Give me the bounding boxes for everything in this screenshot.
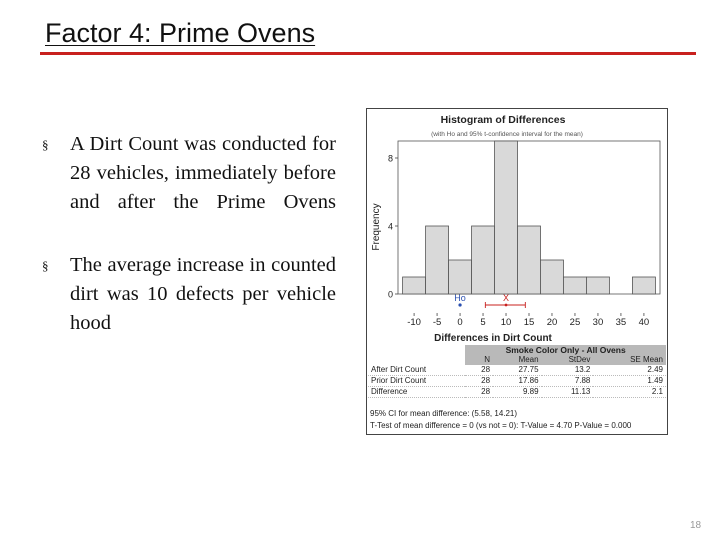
t-test-text: T-Test of mean difference = 0 (vs not = 0): T-Value = 4.70 P-Value = 0.000 [370,421,632,430]
x-tick-label: 10 [500,317,512,328]
stats-table-header: Smoke Color Only - All Ovens [465,345,666,355]
table-cell: 9.89 [493,387,542,398]
h0-marker [458,303,461,306]
bullet-item [42,130,336,217]
mean-marker [505,304,508,307]
x-tick-label: 25 [569,317,581,328]
histogram-bar [472,226,495,294]
histogram-chart [367,109,667,345]
bullet-text: The average increase in counted dirt was 10 defects per vehicle hood [70,254,336,334]
histogram-bar [540,260,563,294]
histogram-bar [426,226,449,294]
table-cell: 28 [465,365,493,376]
chart-subtitle: (with Ho and 95% t-confidence interval for the mean) [431,131,583,138]
stats-col-header: StDev [542,355,594,365]
stats-header-spacer [368,345,465,355]
h0-label: Ho [454,293,466,303]
bullet-list [42,130,336,372]
table-cell: 2.49 [593,365,666,376]
bullet-marker-icon: § [42,258,49,273]
confidence-interval-text: 95% CI for mean difference: (5.58, 14.21) [370,409,518,418]
table-row [368,376,666,387]
table-cell: After Dirt Count [368,365,465,376]
table-cell: 13.2 [542,365,594,376]
histogram-bar [449,260,472,294]
page-number: 18 [690,520,702,531]
table-row [368,387,666,398]
bullet-marker-icon: § [42,137,49,152]
table-cell: 7.88 [542,376,594,387]
table-cell: 1.49 [593,376,666,387]
mean-label: X [503,293,510,303]
y-tick-label: 0 [387,289,393,300]
table-cell: 28 [465,376,493,387]
x-tick-label: 20 [546,317,558,328]
histogram-bar [632,277,655,294]
x-axis-label: Differences in Dirt Count [434,333,552,344]
table-cell: Difference [368,387,465,398]
y-axis-label: Frequency [371,203,382,251]
bullet-text: A Dirt Count was conducted for 28 vehicles, immediately before and after the Prime Ovens [70,133,336,213]
table-cell: Prior Dirt Count [368,376,465,387]
histogram-bar [495,141,518,294]
x-tick-label: 40 [638,317,650,328]
chart-title: Histogram of Differences [440,114,566,126]
stats-col-header: N [465,355,493,365]
bullet-item [42,251,336,338]
stats-col-header: SE Mean [593,355,666,365]
x-tick-label: 5 [480,317,486,328]
histogram-bar [563,277,586,294]
x-tick-label: 30 [592,317,604,328]
table-cell: 11.13 [542,387,594,398]
table-cell: 28 [465,387,493,398]
x-tick-label: 35 [615,317,627,328]
y-tick-label: 8 [387,153,393,164]
x-tick-label: 15 [523,317,535,328]
slide-title: Factor 4: Prime Ovens [45,18,316,48]
stats-col-header [368,355,465,365]
x-tick-label: 0 [457,317,463,328]
table-row [368,365,666,376]
table-cell: 27.75 [493,365,542,376]
table-cell: 17.86 [493,376,542,387]
histogram-bar [586,277,609,294]
table-cell: 2.1 [593,387,666,398]
histogram-bar [403,277,426,294]
x-tick-label: -5 [432,317,442,328]
histogram-figure [366,108,668,435]
histogram-bar [518,226,541,294]
summary-stats-table [368,345,666,398]
title-rule [40,52,696,55]
stats-col-header: Mean [493,355,542,365]
x-tick-label: -10 [407,317,421,328]
y-tick-label: 4 [387,221,393,232]
